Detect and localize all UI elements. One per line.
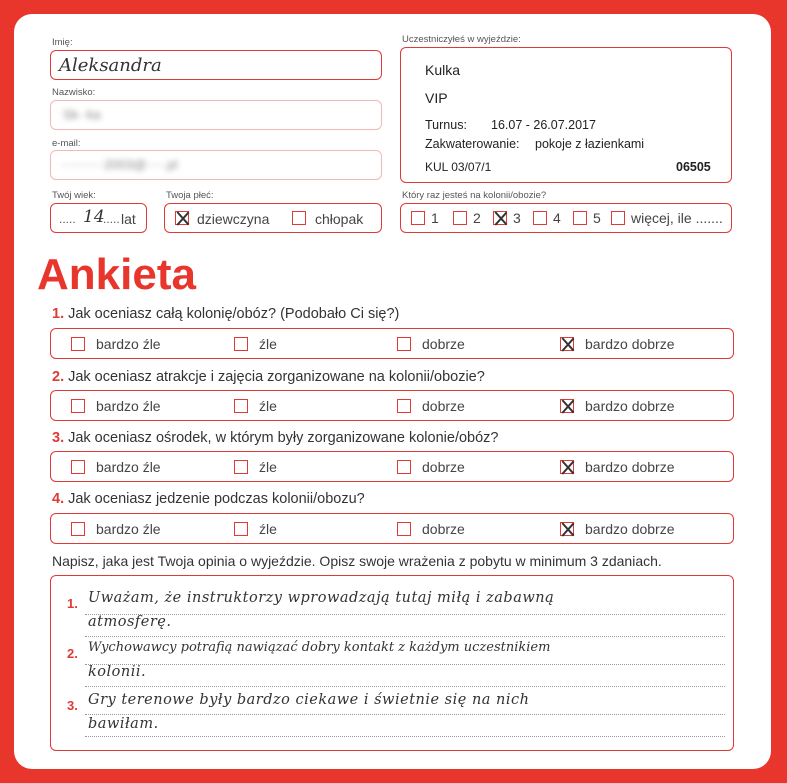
answer-line xyxy=(85,636,725,637)
answer-2-line1: Wychowawcy potrafią nawiązać dobry kontakt z każdym uczestnikiem xyxy=(88,640,551,655)
card-turnus-label: Turnus: xyxy=(425,118,467,132)
name-field[interactable] xyxy=(50,50,382,80)
email-value: ··········2003@····.pl xyxy=(61,157,178,172)
q2-bad-label: źle xyxy=(259,398,277,414)
times-5-label: 5 xyxy=(593,210,601,226)
q3-very-bad-label: bardzo źle xyxy=(96,459,161,475)
age-value: 14 xyxy=(83,207,105,227)
question-4-text: Jak oceniasz jedzenie podczas kolonii/obozu? xyxy=(68,491,365,507)
question-2 xyxy=(52,369,485,385)
q4-bad-label: źle xyxy=(259,521,277,537)
q2-very-good-checkbox[interactable] xyxy=(560,399,574,413)
times-3-checkbox[interactable] xyxy=(493,211,507,225)
q4-very-bad-label: bardzo źle xyxy=(96,521,161,537)
question-3-options xyxy=(50,451,734,482)
email-label: e-mail: xyxy=(52,138,81,149)
age-dots-2: ..... xyxy=(103,212,120,226)
surname-value: Sk··ka xyxy=(63,107,101,122)
q3-bad-label: źle xyxy=(259,459,277,475)
q2-good-label: dobrze xyxy=(422,398,465,414)
times-4-checkbox[interactable] xyxy=(533,211,547,225)
opinion-prompt: Napisz, jaka jest Twoja opinia o wyjeździe. Opisz swoje wrażenia z pobytu w minimum 3 zdaniach. xyxy=(52,553,662,569)
question-2-text: Jak oceniasz atrakcje i zajęcia zorganizowane na kolonii/obozie? xyxy=(68,369,485,385)
gender-male-label: chłopak xyxy=(315,211,364,227)
times-field xyxy=(400,203,732,233)
q1-very-bad-checkbox[interactable] xyxy=(71,337,85,351)
q4-bad-checkbox[interactable] xyxy=(234,522,248,536)
q1-very-good-label: bardzo dobrze xyxy=(585,336,675,352)
times-2-checkbox[interactable] xyxy=(453,211,467,225)
survey-title: Ankieta xyxy=(37,250,196,299)
q1-good-label: dobrze xyxy=(422,336,465,352)
participation-card xyxy=(400,47,732,183)
q4-very-good-checkbox[interactable] xyxy=(560,522,574,536)
q1-very-good-checkbox[interactable] xyxy=(560,337,574,351)
answer-line xyxy=(85,736,725,737)
answer-line xyxy=(85,714,725,715)
participated-label: Uczestniczyłeś w wyjeździe: xyxy=(402,34,521,45)
gender-male-checkbox[interactable] xyxy=(292,211,306,225)
answer-3-line1: Gry terenowe były bardzo ciekawe i świetnie się na nich xyxy=(88,692,530,708)
times-4-label: 4 xyxy=(553,210,561,226)
times-5-checkbox[interactable] xyxy=(573,211,587,225)
answer-3-number: 3. xyxy=(67,698,78,713)
times-label: Który raz jesteś na kolonii/obozie? xyxy=(402,190,547,201)
q3-good-label: dobrze xyxy=(422,459,465,475)
age-field[interactable] xyxy=(50,203,147,233)
q1-good-checkbox[interactable] xyxy=(397,337,411,351)
card-turnus-value: 16.07 - 26.07.2017 xyxy=(491,118,596,132)
q4-good-label: dobrze xyxy=(422,521,465,537)
gender-label: Twoja płeć: xyxy=(166,190,214,201)
age-unit: lat xyxy=(121,211,136,227)
q2-very-bad-label: bardzo źle xyxy=(96,398,161,414)
q3-bad-checkbox[interactable] xyxy=(234,460,248,474)
question-3-number: 3. xyxy=(52,430,65,446)
question-4 xyxy=(52,491,365,507)
times-3-label: 3 xyxy=(513,210,521,226)
card-line1: Kulka xyxy=(425,62,461,78)
q2-good-checkbox[interactable] xyxy=(397,399,411,413)
age-dots: ..... xyxy=(59,212,76,226)
times-more-label: więcej, ile ....... xyxy=(631,210,723,226)
card-line2: VIP xyxy=(425,90,448,106)
times-1-checkbox[interactable] xyxy=(411,211,425,225)
answer-line xyxy=(85,614,725,615)
times-more-checkbox[interactable] xyxy=(611,211,625,225)
q4-very-bad-checkbox[interactable] xyxy=(71,522,85,536)
answer-line xyxy=(85,686,725,687)
answer-2-number: 2. xyxy=(67,646,78,661)
q2-very-good-label: bardzo dobrze xyxy=(585,398,675,414)
name-value: Aleksandra xyxy=(59,55,162,76)
answer-line xyxy=(85,664,725,665)
q1-bad-checkbox[interactable] xyxy=(234,337,248,351)
age-label: Twój wiek: xyxy=(52,190,96,201)
times-1-label: 1 xyxy=(431,210,439,226)
q4-good-checkbox[interactable] xyxy=(397,522,411,536)
question-1 xyxy=(52,306,399,322)
question-4-options xyxy=(50,513,734,544)
times-2-label: 2 xyxy=(473,210,481,226)
q1-bad-label: źle xyxy=(259,336,277,352)
question-2-options xyxy=(50,390,734,421)
q4-very-good-label: bardzo dobrze xyxy=(585,521,675,537)
card-zakw-value: pokoje z łazienkami xyxy=(535,137,645,151)
name-label: Imię: xyxy=(52,37,73,48)
question-3-text: Jak oceniasz ośrodek, w którym były zorganizowane kolonie/obóz? xyxy=(68,430,499,446)
surname-label: Nazwisko: xyxy=(52,87,96,98)
answer-1-line2: atmosferę. xyxy=(88,614,172,630)
gender-female-checkbox[interactable] xyxy=(175,211,189,225)
card-code: KUL 03/07/1 xyxy=(425,160,492,174)
q2-very-bad-checkbox[interactable] xyxy=(71,399,85,413)
q3-very-good-checkbox[interactable] xyxy=(560,460,574,474)
q3-very-bad-checkbox[interactable] xyxy=(71,460,85,474)
q2-bad-checkbox[interactable] xyxy=(234,399,248,413)
question-4-number: 4. xyxy=(52,491,65,507)
answer-1-line1: Uważam, że instruktorzy wprowadzają tutaj miłą i zabawną xyxy=(88,590,555,606)
answer-2-line2: kolonii. xyxy=(88,664,147,680)
answer-3-line2: bawiłam. xyxy=(88,716,159,732)
question-3 xyxy=(52,430,498,446)
card-number: 06505 xyxy=(676,160,711,174)
gender-field xyxy=(164,203,382,233)
surname-field[interactable] xyxy=(50,100,382,130)
q3-very-good-label: bardzo dobrze xyxy=(585,459,675,475)
q1-very-bad-label: bardzo źle xyxy=(96,336,161,352)
card-zakw-label: Zakwaterowanie: xyxy=(425,137,520,151)
gender-female-label: dziewczyna xyxy=(197,211,270,227)
question-1-text: Jak oceniasz całą kolonię/obóz? (Podobało Ci się?) xyxy=(68,306,400,322)
answer-1-number: 1. xyxy=(67,596,78,611)
question-1-number: 1. xyxy=(52,306,65,322)
question-1-options xyxy=(50,328,734,359)
email-field[interactable] xyxy=(50,150,382,180)
q3-good-checkbox[interactable] xyxy=(397,460,411,474)
question-2-number: 2. xyxy=(52,369,65,385)
